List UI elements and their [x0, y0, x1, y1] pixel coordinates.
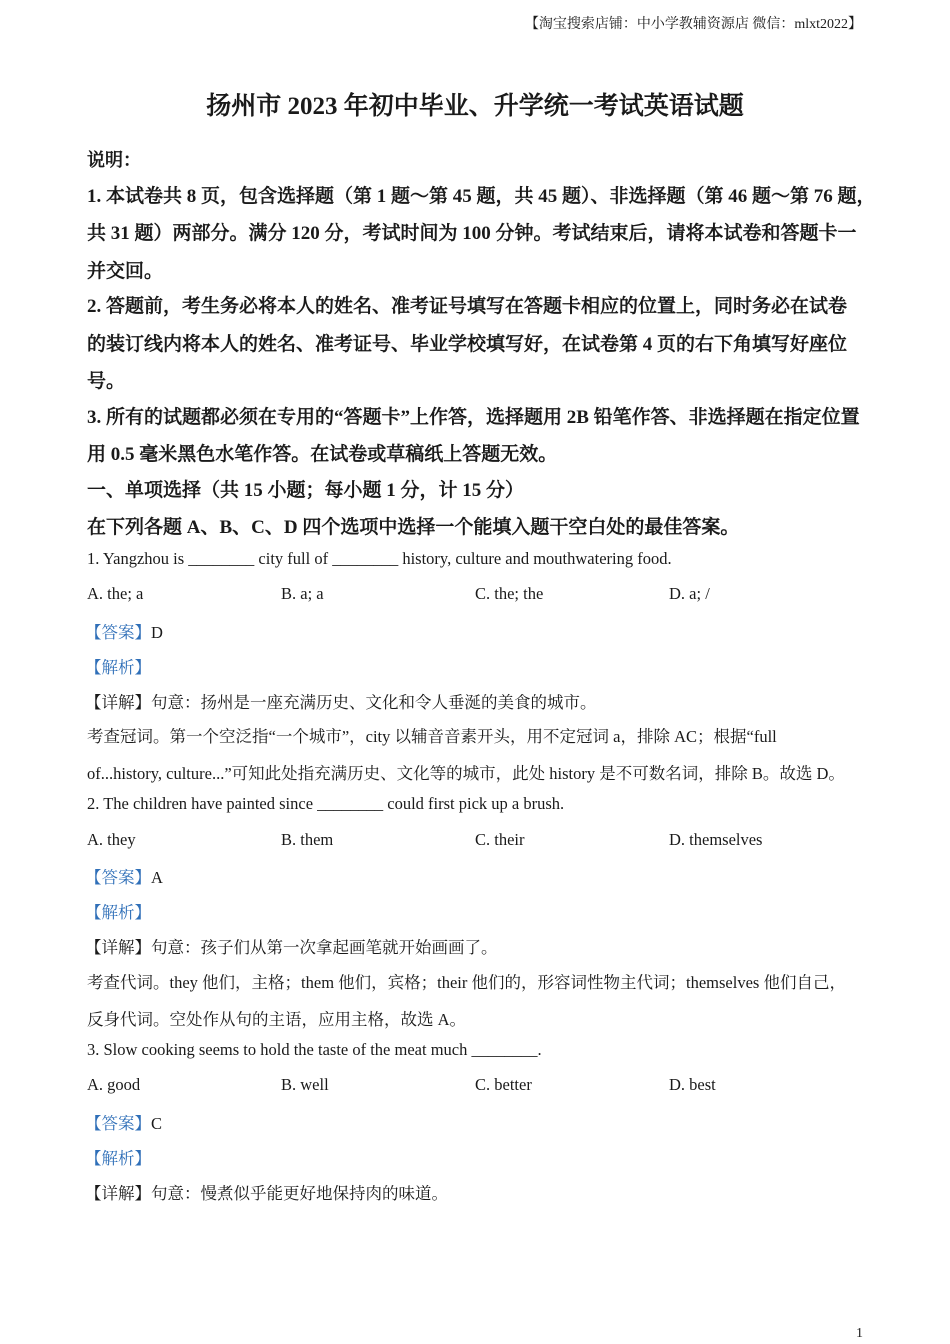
detail-row	[85, 689, 597, 713]
detail-row	[85, 1180, 448, 1204]
detail-text: 句意：慢煮似乎能更好地保持肉的味道。	[151, 1184, 448, 1203]
option-c: C. their	[475, 830, 525, 849]
option-b: B. a; a	[281, 584, 324, 603]
instruction-line: 用 0.5 毫米黑色水笔作答。在试卷或草稿纸上答题无效。	[87, 444, 558, 465]
answer-label: 【答案】	[85, 623, 151, 642]
section-title: 一、单项选择（共 15 小题；每小题 1 分，计 15 分）	[87, 480, 525, 501]
analysis-label: 【解析】	[85, 1149, 151, 1168]
answer-value: D	[151, 623, 163, 642]
question-stem: 3. Slow cooking seems to hold the taste of the meat much ________.	[87, 1040, 542, 1059]
detail-text: 句意：孩子们从第一次拿起画笔就开始画画了。	[151, 938, 498, 957]
explanation-line: 考查冠词。第一个空泛指“一个城市”，city 以辅音音素开头，用不定冠词 a，排除 AC；根据“full	[87, 727, 777, 746]
explanation-line: 考查代词。they 他们，主格；them 他们，宾格；their 他们的，形容词性物主代词；themselves 他们自己，	[87, 973, 846, 992]
answer-row	[85, 864, 163, 888]
instruction-line: 的装订线内将本人的姓名、准考证号、毕业学校填写好，在试卷第 4 页的右下角填写好座位	[87, 334, 848, 355]
question-stem: 1. Yangzhou is ________ city full of ________ history, culture and mouthwatering food.	[87, 549, 672, 568]
exam-title: 扬州市 2023 年初中毕业、升学统一考试英语试题	[206, 93, 744, 120]
explanation-line: 反身代词。空处作从句的主语，应用主格，故选 A。	[87, 1010, 467, 1029]
instruction-line: 共 31 题）两部分。满分 120 分，考试时间为 100 分钟。考试结束后，请将本试卷和答题卡一	[87, 223, 857, 244]
option-a: A. the; a	[87, 584, 144, 603]
option-b: B. well	[281, 1075, 329, 1094]
option-c: C. the; the	[475, 584, 544, 603]
section-directions: 在下列各题 A、B、C、D 四个选项中选择一个能填入题干空白处的最佳答案。	[87, 517, 740, 538]
instruction-line: 1. 本试卷共 8 页，包含选择题（第 1 题～第 45 题，共 45 题）、非选择题（第 46 题～第 76 题，	[87, 186, 876, 207]
detail-label: 【详解】	[85, 938, 151, 957]
instruction-line: 号。	[87, 371, 126, 392]
detail-label: 【详解】	[85, 1184, 151, 1203]
option-d: D. best	[669, 1075, 716, 1094]
detail-row	[85, 934, 498, 958]
answer-value: A	[151, 868, 163, 887]
analysis-label: 【解析】	[85, 658, 151, 677]
answer-row	[85, 1110, 162, 1134]
page-number: 1	[856, 1326, 863, 1341]
answer-row	[85, 619, 163, 643]
answer-label: 【答案】	[85, 1114, 151, 1133]
option-c: C. better	[475, 1075, 532, 1094]
option-d: D. themselves	[669, 830, 763, 849]
instruction-line: 2. 答题前，考生务必将本人的姓名、准考证号填写在答题卡相应的位置上，同时务必在试卷	[87, 296, 848, 317]
instruction-line: 并交回。	[87, 261, 164, 282]
option-a: A. they	[87, 830, 136, 849]
instruction-line: 3. 所有的试题都必须在专用的“答题卡”上作答，选择题用 2B 铅笔作答、非选择题在指定位置	[87, 407, 860, 428]
instructions-heading: 说明：	[87, 150, 141, 170]
header-note: 【淘宝搜索店铺：中小学教辅资源店 微信：mlxt2022】	[524, 17, 862, 32]
explanation-line: of...history, culture...”可知此处指充满历史、文化等的城市，此处 history 是不可数名词，排除 B。故选 D。	[87, 764, 845, 783]
answer-label: 【答案】	[85, 868, 151, 887]
analysis-label: 【解析】	[85, 903, 151, 922]
question-stem: 2. The children have painted since ________ could first pick up a brush.	[87, 794, 565, 813]
detail-label: 【详解】	[85, 693, 151, 712]
option-a: A. good	[87, 1075, 141, 1094]
answer-value: C	[151, 1114, 163, 1133]
option-d: D. a; /	[669, 584, 710, 603]
option-b: B. them	[281, 830, 334, 849]
detail-text: 句意：扬州是一座充满历史、文化和令人垂涎的美食的城市。	[151, 693, 597, 712]
